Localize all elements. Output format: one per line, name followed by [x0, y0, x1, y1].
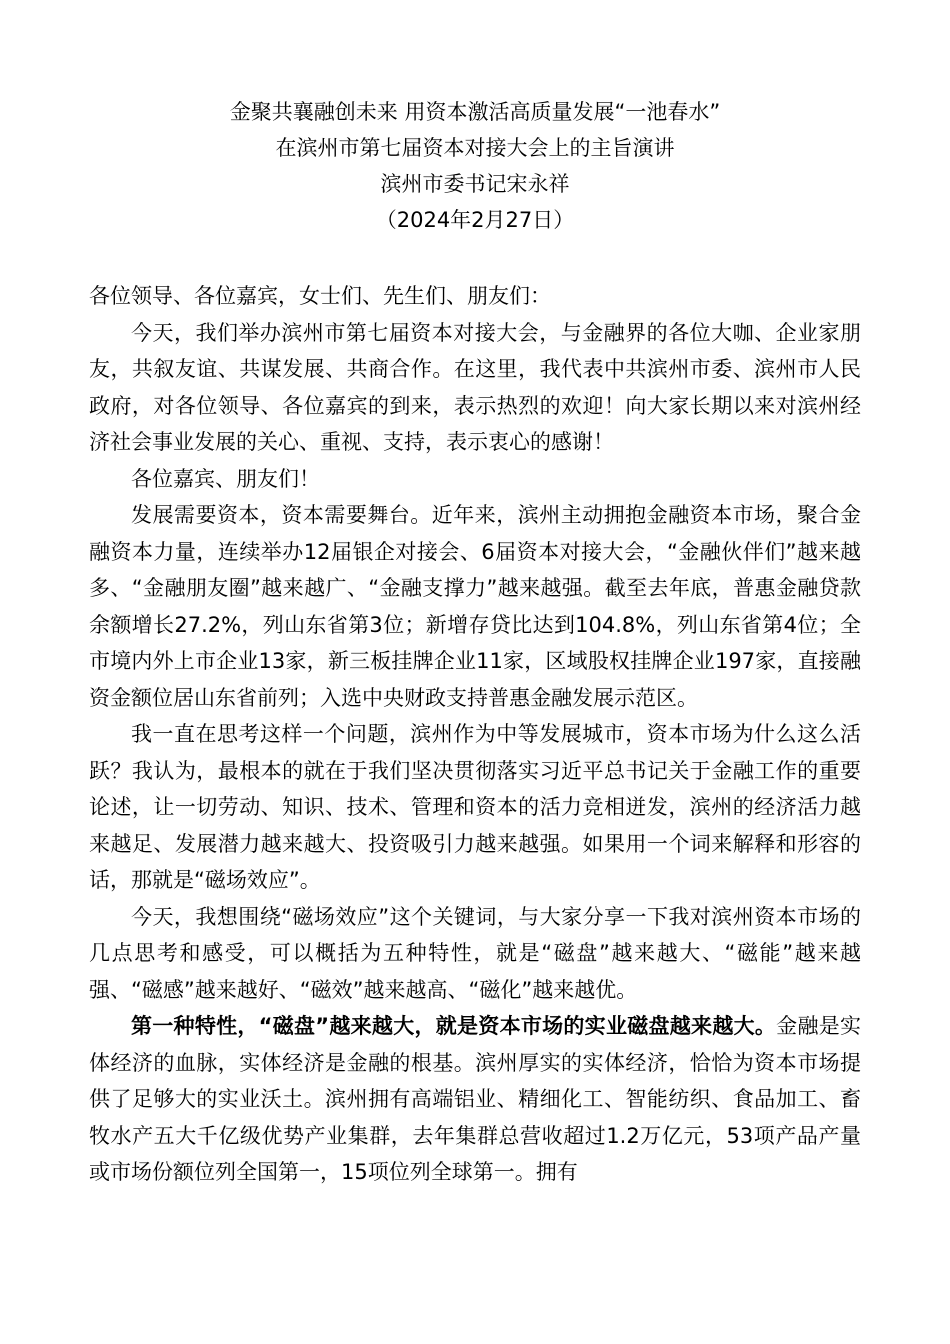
- paragraph-magnetic-effect: 我一直在思考这样一个问题，滨州作为中等发展城市，资本市场为什么这么活跃？我认为，最根本的就在于我们坚决贯彻落实习近平总书记关于金融工作的重要论述，让一切劳动、知识、技术、管理和资本的活力竞相迸发，滨州的经济活力越来越足、发展潜力越来越大、投资吸引力越来越强。如果用一个词来解释和形容的话，那就是“磁场效应”。: [89, 722, 861, 892]
- paragraph-greeting: 各位嘉宾、朋友们！: [131, 466, 320, 491]
- document-subtitle: 在滨州市第七届资本对接大会上的主旨演讲: [275, 136, 675, 160]
- document-body: [89, 278, 861, 1191]
- paragraph-opening: 今天，我们举办滨州市第七届资本对接大会，与金融界的各位大咖、企业家朋友，共叙友谊、共谋发展、共商合作。在这里，我代表中共滨州市委、滨州市人民政府，对各位领导、各位嘉宾的到来，表示热烈的欢迎！向大家长期以来对滨州经济社会事业发展的关心、重视、支持，表示衷心的感谢！: [89, 320, 861, 454]
- document-header: [0, 94, 950, 238]
- first-characteristic-text: 金融是实体经济的血脉，实体经济是金融的根基。滨州厚实的实体经济，恰恰为资本市场提供了足够大的实业沃土。滨州拥有高端铝业、精细化工、智能纺织、食品加工、畜牧水产五大千亿级优势产业集群，去年集群总营收超过1.2万亿元，53项产品产量或市场份额位列全国第一，15项位列全球第一。拥有: [89, 1014, 862, 1184]
- paragraph-achievements: 发展需要资本，资本需要舞台。近年来，滨州主动拥抱金融资本市场，聚合金融资本力量，连续举办12届银企对接会、6届资本对接大会，“金融伙伴们”越来越多、“金融朋友圈”越来越广、“金融支撑力”越来越强。截至去年底，普惠金融贷款余额增长27.2%，列山东省第3位；新增存贷比达到104.8%，列山东省第4位；全市境内外上市企业13家，新三板挂牌企业11家，区域股权挂牌企业197家，直接融资金额位居山东省前列；入选中央财政支持普惠金融发展示范区。: [89, 503, 861, 710]
- paragraph-first-characteristic: [89, 1008, 861, 1191]
- speech-date: （2024年2月27日）: [375, 208, 575, 232]
- paragraph-five-characteristics: 今天，我想围绕“磁场效应”这个关键词，与大家分享一下我对滨州资本市场的几点思考和感受，可以概括为五种特性，就是“磁盘”越来越大、“磁能”越来越强、“磁感”越来越好、“磁效”越来越高、“磁化”越来越优。: [89, 904, 861, 1002]
- document-title: 金聚共襄融创未来 用资本激活高质量发展“一池春水”: [229, 100, 721, 124]
- salutation: 各位领导、各位嘉宾，女士们、先生们、朋友们：: [89, 284, 551, 308]
- speaker-line: 滨州市委书记宋永祥: [380, 172, 570, 196]
- first-characteristic-heading: 第一种特性，“磁盘”越来越大，就是资本市场的实业磁盘越来越大。: [131, 1014, 777, 1038]
